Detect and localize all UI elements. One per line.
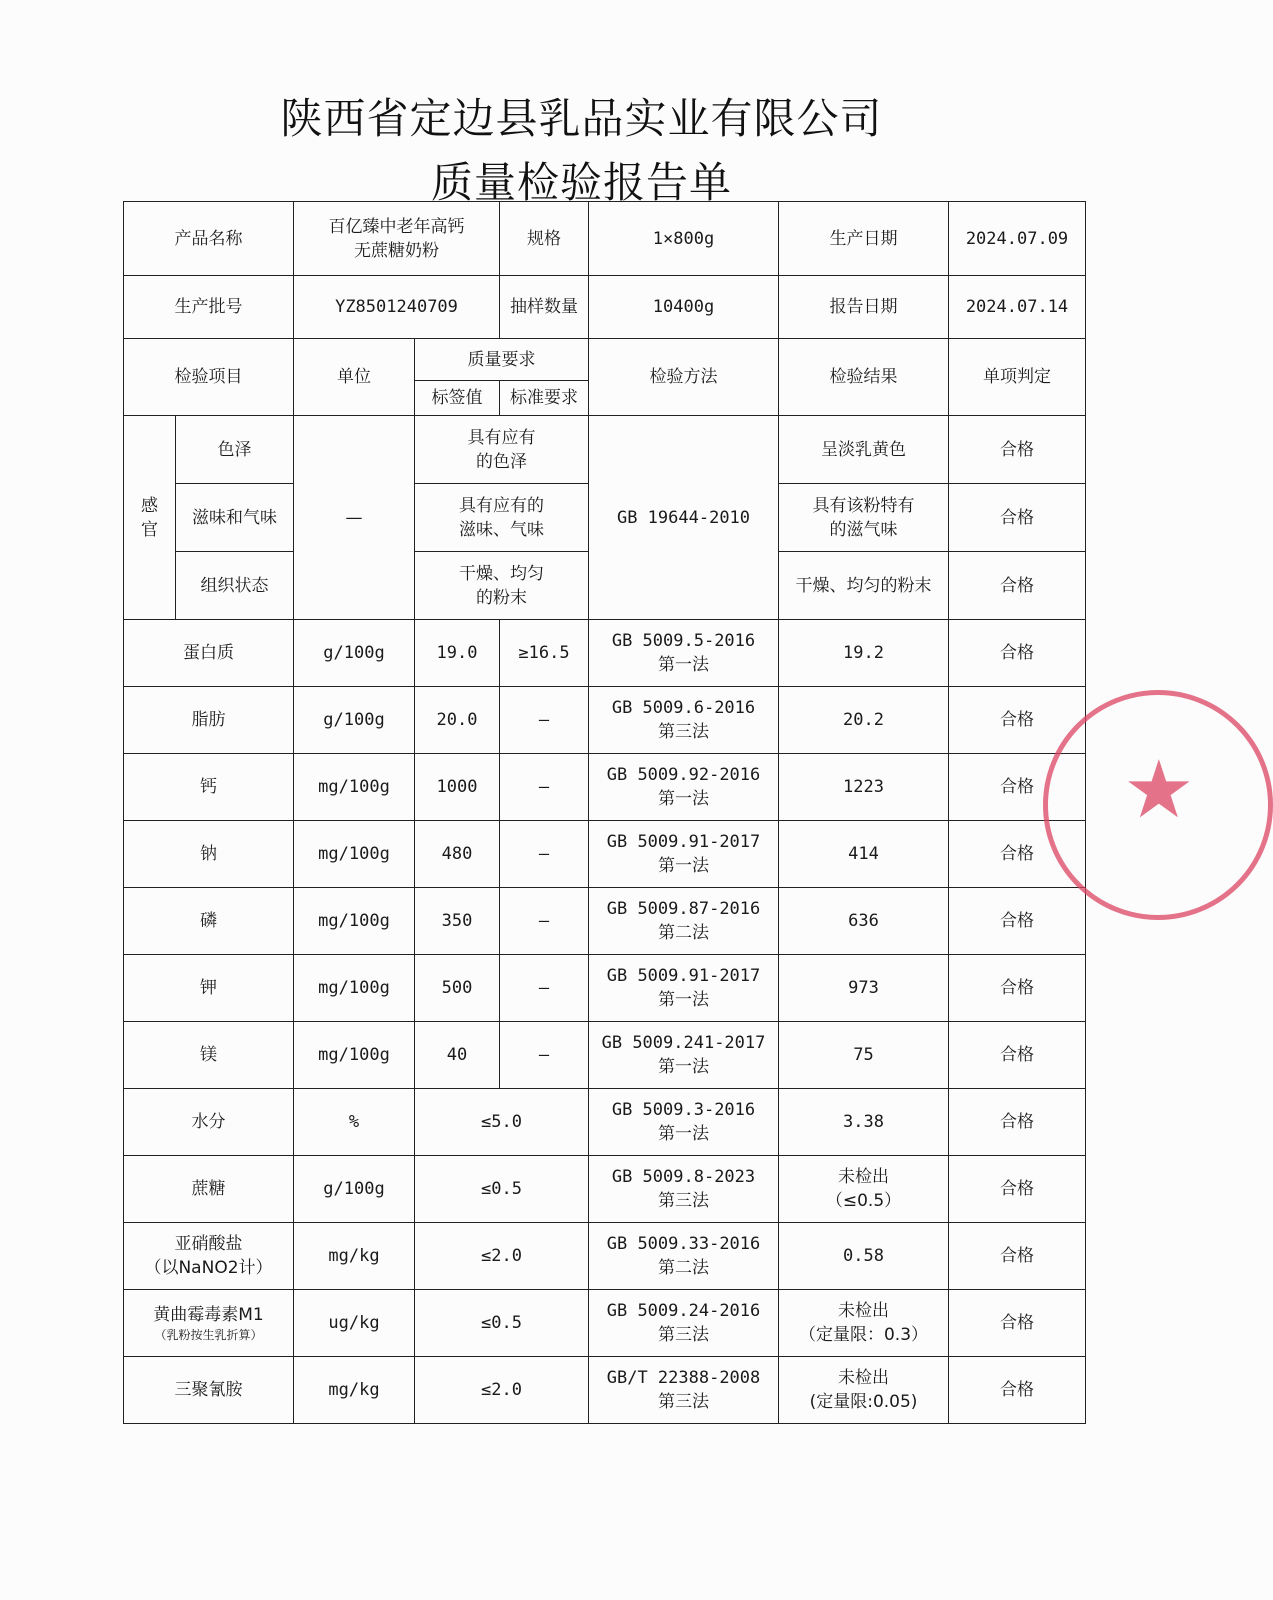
verdict: 合格 — [949, 416, 1086, 484]
method: GB 5009.92-2016 第一法 — [589, 754, 779, 821]
col-unit: 单位 — [294, 339, 415, 416]
unit: mg/100g — [294, 888, 415, 955]
item-name: 滋味和气味 — [176, 484, 294, 552]
col-label-value: 标签值 — [415, 381, 500, 416]
verdict: 合格 — [949, 1357, 1086, 1424]
verdict: 合格 — [949, 821, 1086, 888]
method: GB 5009.91-2017 第一法 — [589, 955, 779, 1022]
table-row — [124, 687, 1086, 754]
col-standard: 标准要求 — [500, 381, 589, 416]
requirement: 具有应有的 滋味、气味 — [415, 484, 589, 552]
col-result: 检验结果 — [779, 339, 949, 416]
standard-value: — — [500, 955, 589, 1022]
batch-label: 生产批号 — [124, 276, 294, 339]
requirement: 具有应有 的色泽 — [415, 416, 589, 484]
item-name: 亚硝酸盐 （以NaNO2计） — [124, 1223, 294, 1290]
table-row — [124, 1357, 1086, 1424]
sample-label: 抽样数量 — [500, 276, 589, 339]
standard-value: — — [500, 754, 589, 821]
report-date: 2024.07.14 — [949, 276, 1086, 339]
requirement: 干燥、均匀 的粉末 — [415, 552, 589, 620]
verdict: 合格 — [949, 1290, 1086, 1357]
standard-value: — — [500, 687, 589, 754]
result: 20.2 — [779, 687, 949, 754]
label-value: 500 — [415, 955, 500, 1022]
unit: mg/100g — [294, 1022, 415, 1089]
table-row — [124, 888, 1086, 955]
standard-value: ≥16.5 — [500, 620, 589, 687]
item-name-cell — [124, 1290, 294, 1357]
method: GB 5009.3-2016 第一法 — [589, 1089, 779, 1156]
method: GB 5009.8-2023 第三法 — [589, 1156, 779, 1223]
verdict: 合格 — [949, 1156, 1086, 1223]
table-row — [124, 754, 1086, 821]
verdict: 合格 — [949, 1022, 1086, 1089]
result: 636 — [779, 888, 949, 955]
col-item: 检验项目 — [124, 339, 294, 416]
label-value: 19.0 — [415, 620, 500, 687]
result: 19.2 — [779, 620, 949, 687]
item-name: 黄曲霉毒素M1 — [153, 1305, 264, 1325]
item-name: 钙 — [124, 754, 294, 821]
unit: mg/100g — [294, 955, 415, 1022]
unit: g/100g — [294, 620, 415, 687]
prod-date-label: 生产日期 — [779, 202, 949, 276]
item-name: 蛋白质 — [124, 620, 294, 687]
table-row — [124, 1089, 1086, 1156]
result: 1223 — [779, 754, 949, 821]
unit: mg/100g — [294, 754, 415, 821]
verdict: 合格 — [949, 888, 1086, 955]
unit: mg/kg — [294, 1357, 415, 1424]
col-requirement: 质量要求 — [415, 339, 589, 381]
product-name: 百亿臻中老年高钙 无蔗糖奶粉 — [294, 202, 500, 276]
unit: mg/100g — [294, 821, 415, 888]
item-note: （乳粉按生乳折算） — [154, 1328, 263, 1342]
item-name: 磷 — [124, 888, 294, 955]
spec-value: 1×800g — [589, 202, 779, 276]
verdict: 合格 — [949, 1223, 1086, 1290]
result: 75 — [779, 1022, 949, 1089]
label-value: 1000 — [415, 754, 500, 821]
table-row — [124, 821, 1086, 888]
label-value: 480 — [415, 821, 500, 888]
method: GB 5009.91-2017 第一法 — [589, 821, 779, 888]
prod-date: 2024.07.09 — [949, 202, 1086, 276]
verdict: 合格 — [949, 955, 1086, 1022]
standard-value: — — [500, 888, 589, 955]
verdict: 合格 — [949, 687, 1086, 754]
inspection-table — [123, 201, 1086, 1424]
table-row — [124, 1156, 1086, 1223]
info-row-1 — [124, 202, 1086, 276]
method: GB 5009.6-2016 第三法 — [589, 687, 779, 754]
table-row — [124, 955, 1086, 1022]
info-row-2 — [124, 276, 1086, 339]
unit: ug/kg — [294, 1290, 415, 1357]
report-title: 质量检验报告单 — [430, 158, 732, 207]
item-name: 水分 — [124, 1089, 294, 1156]
method: GB 5009.33-2016 第二法 — [589, 1223, 779, 1290]
spec-label: 规格 — [500, 202, 589, 276]
verdict: 合格 — [949, 552, 1086, 620]
sample-value: 10400g — [589, 276, 779, 339]
result: 973 — [779, 955, 949, 1022]
item-name: 镁 — [124, 1022, 294, 1089]
report-date-label: 报告日期 — [779, 276, 949, 339]
verdict: 合格 — [949, 1089, 1086, 1156]
method: GB 5009.24-2016 第三法 — [589, 1290, 779, 1357]
result: 3.38 — [779, 1089, 949, 1156]
requirement: ≤2.0 — [415, 1223, 589, 1290]
method: GB 5009.241-2017 第一法 — [589, 1022, 779, 1089]
result: 0.58 — [779, 1223, 949, 1290]
item-name: 组织状态 — [176, 552, 294, 620]
result: 干燥、均匀的粉末 — [779, 552, 949, 620]
product-name-label: 产品名称 — [124, 202, 294, 276]
table-row — [124, 620, 1086, 687]
verdict: 合格 — [949, 620, 1086, 687]
sensory-unit: — — [294, 416, 415, 620]
standard-value: — — [500, 821, 589, 888]
verdict: 合格 — [949, 754, 1086, 821]
result: 414 — [779, 821, 949, 888]
item-name: 钾 — [124, 955, 294, 1022]
item-name: 脂肪 — [124, 687, 294, 754]
result: 未检出 （≤0.5） — [779, 1156, 949, 1223]
result: 未检出 （定量限：0.3） — [779, 1290, 949, 1357]
table-row — [124, 1223, 1086, 1290]
item-name: 蔗糖 — [124, 1156, 294, 1223]
unit: g/100g — [294, 1156, 415, 1223]
item-name: 色泽 — [176, 416, 294, 484]
col-verdict: 单项判定 — [949, 339, 1086, 416]
unit: % — [294, 1089, 415, 1156]
column-header-row-1 — [124, 339, 1086, 381]
unit: mg/kg — [294, 1223, 415, 1290]
company-seal-stamp — [1043, 690, 1273, 920]
result: 具有该粉特有 的滋气味 — [779, 484, 949, 552]
label-value: 40 — [415, 1022, 500, 1089]
standard-value: — — [500, 1022, 589, 1089]
method: GB/T 22388-2008 第三法 — [589, 1357, 779, 1424]
verdict: 合格 — [949, 484, 1086, 552]
requirement: ≤2.0 — [415, 1357, 589, 1424]
company-title: 陕西省定边县乳品实业有限公司 — [280, 94, 883, 143]
unit: g/100g — [294, 687, 415, 754]
method: GB 5009.5-2016 第一法 — [589, 620, 779, 687]
batch-value: YZ8501240709 — [294, 276, 500, 339]
result: 呈淡乳黄色 — [779, 416, 949, 484]
star-icon: ★ — [1123, 743, 1195, 836]
requirement: ≤0.5 — [415, 1156, 589, 1223]
sensory-method: GB 19644-2010 — [589, 416, 779, 620]
table-row — [124, 416, 1086, 484]
table-row — [124, 1022, 1086, 1089]
requirement: ≤0.5 — [415, 1290, 589, 1357]
result: 未检出 (定量限:0.05) — [779, 1357, 949, 1424]
label-value: 20.0 — [415, 687, 500, 754]
sensory-group: 感 官 — [124, 416, 176, 620]
requirement: ≤5.0 — [415, 1089, 589, 1156]
col-method: 检验方法 — [589, 339, 779, 416]
label-value: 350 — [415, 888, 500, 955]
table-row — [124, 1290, 1086, 1357]
item-name: 钠 — [124, 821, 294, 888]
method: GB 5009.87-2016 第二法 — [589, 888, 779, 955]
item-name: 三聚氰胺 — [124, 1357, 294, 1424]
